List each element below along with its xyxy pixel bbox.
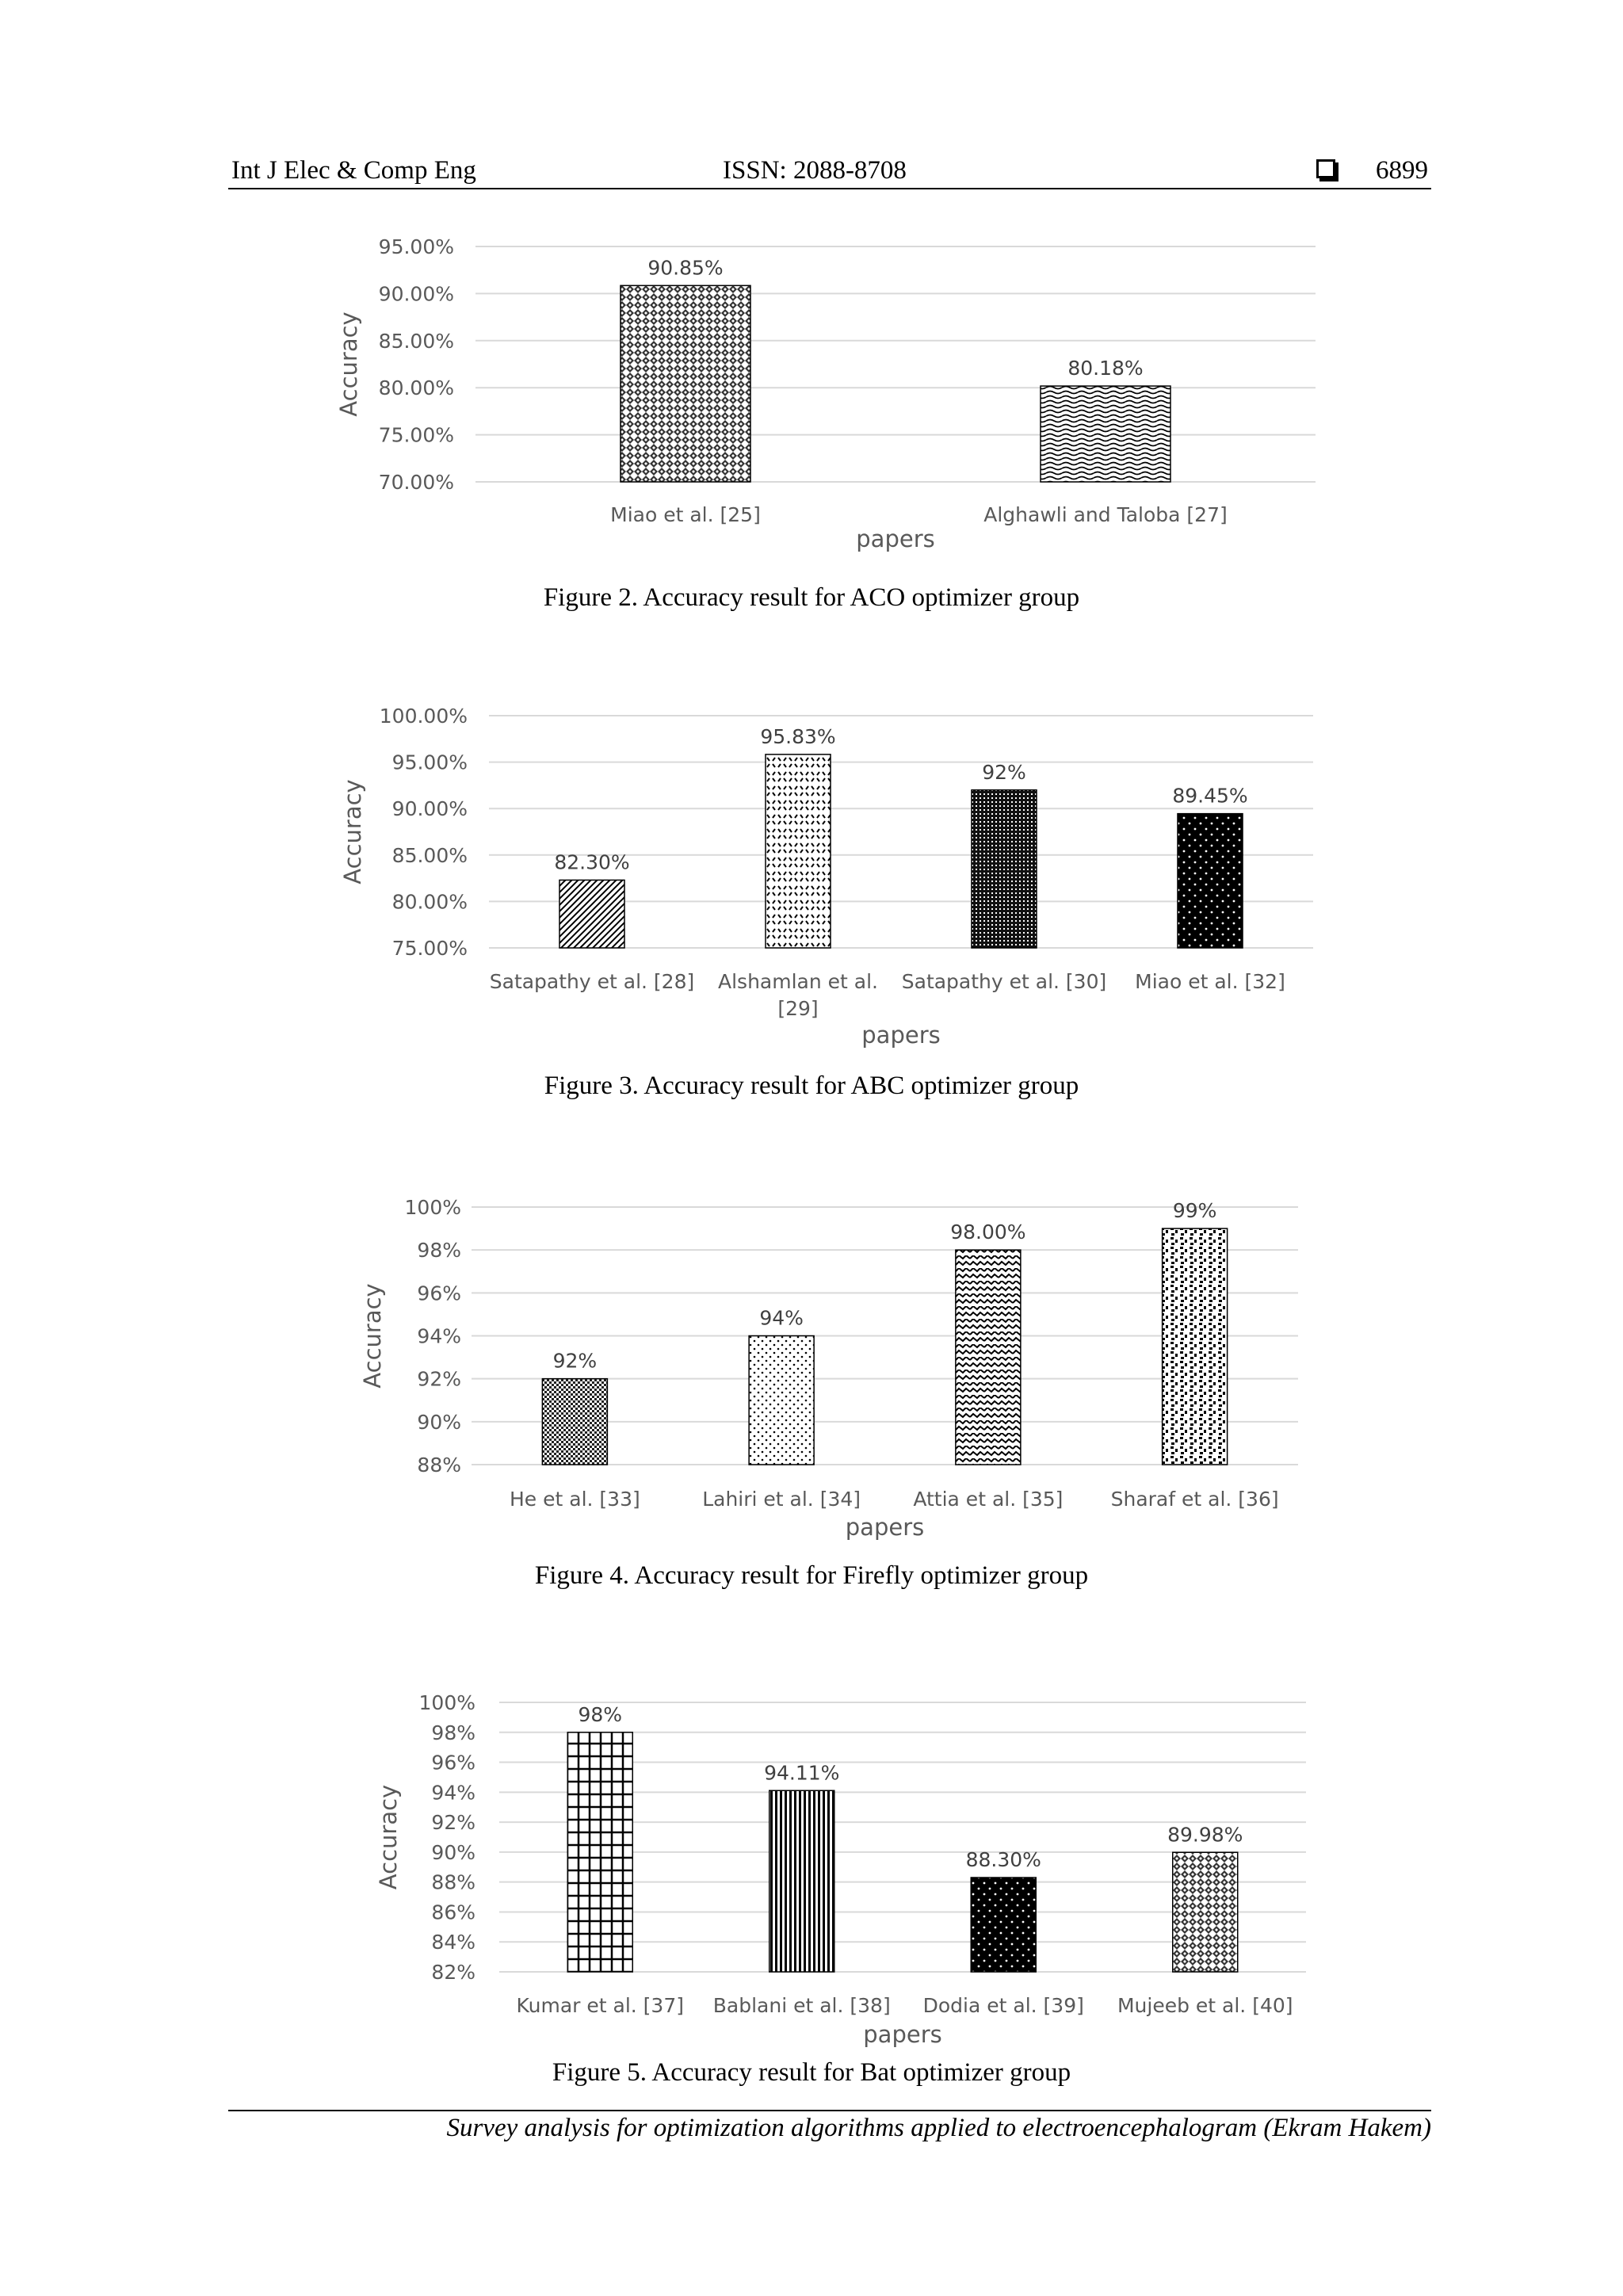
fig3-y-axis-title: Accuracy bbox=[339, 779, 366, 884]
fig5-category-label: Dodia et al. [39] bbox=[922, 1994, 1084, 2017]
fig4-data-label: 99% bbox=[1172, 1199, 1217, 1223]
fig4-data-label: 98.00% bbox=[950, 1221, 1026, 1244]
fig5-ytick-label: 100% bbox=[418, 1691, 475, 1714]
fig3-category-label: Satapathy et al. [28] bbox=[489, 970, 695, 993]
fig4-category-label: Attia et al. [35] bbox=[913, 1488, 1064, 1511]
fig2-bar bbox=[621, 285, 750, 482]
fig2-category-label: Alghawli and Taloba [27] bbox=[983, 503, 1228, 526]
issn: ISSN: 2088-8708 bbox=[723, 156, 907, 185]
fig2-x-axis-title: papers bbox=[856, 525, 935, 552]
fig5-ytick-label: 96% bbox=[431, 1751, 475, 1775]
fig5-bar bbox=[1173, 1852, 1238, 1972]
fig4-category-label: Sharaf et al. [36] bbox=[1110, 1488, 1279, 1511]
fig5-bar bbox=[769, 1790, 834, 1972]
fig5-ytick-label: 94% bbox=[431, 1781, 475, 1805]
fig5-data-label: 94.11% bbox=[764, 1761, 840, 1785]
fig5-ytick-label: 82% bbox=[431, 1961, 475, 1984]
fig5-ytick-label: 88% bbox=[431, 1870, 475, 1894]
fig5-y-axis-title: Accuracy bbox=[375, 1784, 402, 1890]
fig4-data-label: 94% bbox=[759, 1306, 804, 1330]
fig3-category-label: Satapathy et al. [30] bbox=[901, 970, 1107, 993]
fig3-data-label: 95.83% bbox=[760, 724, 836, 748]
fig2-bar bbox=[1041, 386, 1170, 482]
figure-5-caption: Figure 5. Accuracy result for Bat optimizer group bbox=[552, 2058, 1071, 2087]
fig3-data-label: 92% bbox=[982, 760, 1026, 784]
fig4-category-label: He et al. [33] bbox=[510, 1488, 640, 1511]
fig4-bar bbox=[749, 1336, 814, 1465]
fig4-ytick-label: 88% bbox=[417, 1454, 461, 1477]
fig3-ytick-label: 75.00% bbox=[391, 937, 468, 960]
fig4-y-axis-title: Accuracy bbox=[359, 1283, 386, 1389]
fig5-category-label: Mujeeb et al. [40] bbox=[1117, 1994, 1293, 2017]
fig5-bar bbox=[971, 1878, 1036, 1972]
fig5-data-label: 98% bbox=[578, 1702, 623, 1726]
fig4-ytick-label: 100% bbox=[404, 1196, 461, 1219]
fig3-ytick-label: 100.00% bbox=[379, 705, 468, 728]
fig3-ytick-label: 85.00% bbox=[391, 843, 468, 867]
fig4-ytick-label: 92% bbox=[417, 1367, 461, 1391]
fig2-ytick-label: 70.00% bbox=[378, 471, 454, 494]
fig5-category-label: Kumar et al. [37] bbox=[516, 1994, 684, 2017]
fig2-y-axis-title: Accuracy bbox=[335, 311, 362, 417]
fig5-x-axis-title: papers bbox=[863, 2021, 942, 2048]
fig3-bar bbox=[1178, 814, 1243, 948]
fig2-data-label: 80.18% bbox=[1067, 357, 1144, 380]
fig2-ytick-label: 80.00% bbox=[378, 376, 454, 400]
fig5-category-label: Bablani et al. [38] bbox=[712, 1994, 891, 2017]
fig3-bar bbox=[766, 755, 831, 948]
fig2-data-label: 90.85% bbox=[647, 256, 724, 280]
fig2-category-label: Miao et al. [25] bbox=[610, 503, 761, 526]
running-footer: Survey analysis for optimization algorithms applied to electroencephalogram (Ekram Hakem) bbox=[446, 2114, 1431, 2142]
fig4-ytick-label: 96% bbox=[417, 1282, 461, 1305]
fig4-x-axis-title: papers bbox=[845, 1514, 925, 1541]
page-number: 6899 bbox=[1376, 156, 1428, 185]
fig4-data-label: 92% bbox=[552, 1349, 598, 1373]
fig3-category-label: [29] bbox=[777, 997, 819, 1020]
fig4-ytick-label: 94% bbox=[417, 1324, 461, 1348]
fig4-bar bbox=[956, 1250, 1021, 1465]
fig3-ytick-label: 90.00% bbox=[391, 797, 468, 821]
figure-3-caption: Figure 3. Accuracy result for ABC optimizer group bbox=[544, 1072, 1079, 1100]
fig5-ytick-label: 90% bbox=[431, 1840, 475, 1864]
figure-4-caption: Figure 4. Accuracy result for Firefly optimizer group bbox=[534, 1561, 1089, 1590]
fig5-ytick-label: 84% bbox=[431, 1931, 475, 1954]
journal-name: Int J Elec & Comp Eng bbox=[231, 156, 476, 185]
fig3-category-label: Miao et al. [32] bbox=[1135, 970, 1285, 993]
fig2-ytick-label: 95.00% bbox=[378, 235, 454, 258]
fig3-data-label: 82.30% bbox=[554, 850, 630, 874]
fig5-data-label: 89.98% bbox=[1167, 1823, 1243, 1847]
fig4-bar bbox=[1163, 1228, 1228, 1465]
footer-rule bbox=[228, 2110, 1431, 2111]
fig3-bar bbox=[972, 790, 1037, 948]
fig3-category-label: Alshamlan et al. bbox=[718, 970, 878, 993]
fig5-bar bbox=[567, 1733, 632, 1972]
figure-2-caption: Figure 2. Accuracy result for ACO optimizer group bbox=[543, 583, 1080, 612]
fig4-bar bbox=[542, 1379, 607, 1465]
fig4-category-label: Lahiri et al. [34] bbox=[702, 1488, 861, 1511]
fig4-ytick-label: 90% bbox=[417, 1410, 461, 1434]
fig3-ytick-label: 95.00% bbox=[391, 751, 468, 774]
fig2-ytick-label: 90.00% bbox=[378, 282, 454, 306]
fig3-data-label: 89.45% bbox=[1172, 784, 1248, 808]
fig5-ytick-label: 98% bbox=[431, 1721, 475, 1744]
fig2-ytick-label: 85.00% bbox=[378, 329, 454, 353]
fig3-x-axis-title: papers bbox=[861, 1022, 941, 1049]
fig3-ytick-label: 80.00% bbox=[391, 890, 468, 914]
fig5-ytick-label: 92% bbox=[431, 1811, 475, 1835]
fig5-ytick-label: 86% bbox=[431, 1901, 475, 1924]
fig4-ytick-label: 98% bbox=[417, 1239, 461, 1263]
fig5-data-label: 88.30% bbox=[965, 1848, 1041, 1871]
fig3-bar bbox=[559, 880, 624, 948]
fig2-ytick-label: 75.00% bbox=[378, 423, 454, 447]
